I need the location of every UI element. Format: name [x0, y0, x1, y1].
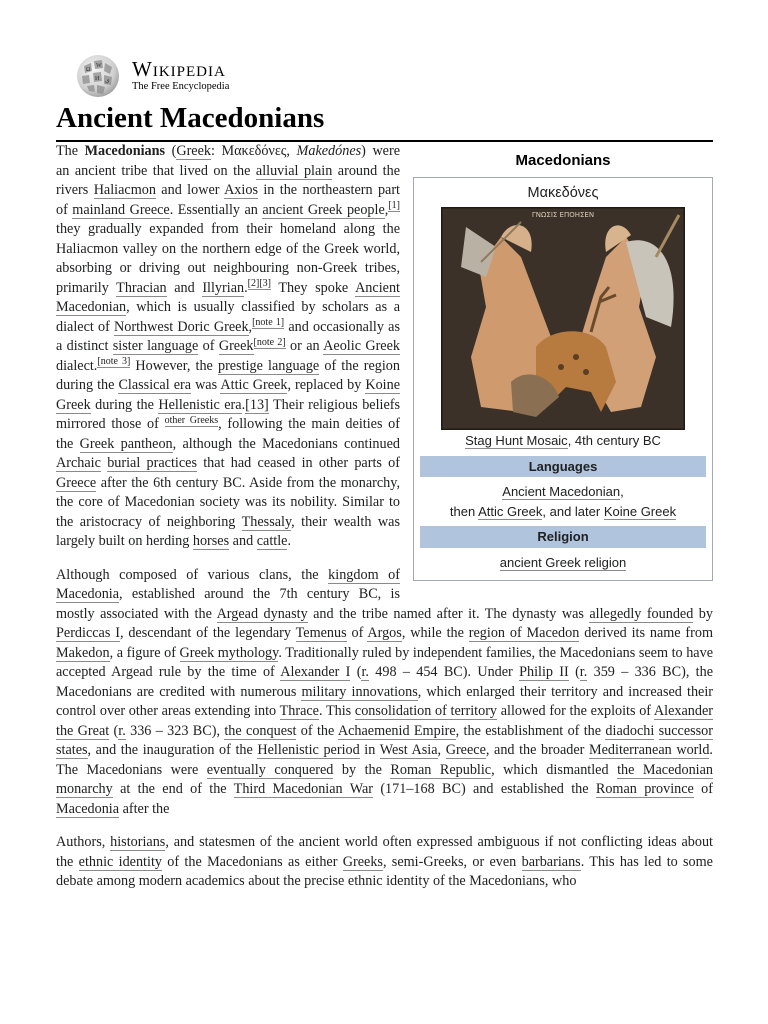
link[interactable]: Argos	[367, 625, 402, 642]
citation-link[interactable]: [2]	[247, 278, 260, 290]
link[interactable]: Greece	[56, 474, 97, 491]
link[interactable]: cattle	[256, 533, 288, 550]
text: (	[568, 664, 580, 681]
link[interactable]: burial practices	[107, 455, 197, 472]
languages-value	[420, 482, 706, 521]
religion-link[interactable]: ancient Greek religion	[499, 554, 627, 570]
link[interactable]: Thracian	[116, 279, 167, 296]
link[interactable]: Koine Greek	[56, 377, 401, 413]
link[interactable]: sister language	[112, 338, 199, 355]
text: The	[56, 143, 85, 160]
citation	[248, 278, 271, 290]
link[interactable]: Greece	[445, 742, 486, 759]
link[interactable]: Axios	[224, 182, 258, 199]
link[interactable]: [13]	[245, 396, 269, 413]
text: of	[198, 338, 219, 355]
text: and occasionally as a distinct	[56, 318, 400, 355]
text: , while the	[401, 625, 469, 642]
link[interactable]: Roman Republic	[390, 761, 492, 778]
text: . This	[318, 703, 355, 720]
text: of	[693, 781, 713, 798]
text: . Essentially an	[169, 201, 263, 218]
text: .	[287, 533, 291, 550]
link[interactable]: r.	[579, 664, 588, 681]
link[interactable]: the conquest	[224, 722, 297, 739]
text: . Traditionally ruled by independent families, the Macedonians seem to have accepted Argead rule by the time of	[56, 644, 713, 681]
text: derived its name from	[579, 625, 714, 642]
link[interactable]: Roman province	[595, 781, 694, 798]
text: 336 – 323 BC),	[125, 722, 225, 739]
link[interactable]: military innovations	[301, 683, 418, 700]
languages-header: Languages	[420, 456, 706, 478]
text: and the tribe named after it. The dynasty was	[307, 605, 590, 622]
text: of the region during the	[56, 357, 400, 394]
text: , their wealth was largely built on herding	[56, 513, 400, 550]
link[interactable]: the Macedonian monarchy	[56, 761, 714, 798]
link[interactable]: Thessaly	[241, 513, 292, 530]
text: (	[165, 143, 177, 160]
link[interactable]: successor states	[56, 722, 713, 759]
link[interactable]: Greek mythology	[179, 644, 279, 661]
text: , semi-Greeks, or even	[382, 853, 522, 870]
citation-link[interactable]: [1]	[388, 200, 400, 212]
text: , the establishment of the	[455, 722, 606, 739]
link[interactable]: Argead dynasty	[216, 605, 308, 622]
text: However, the	[130, 357, 218, 374]
stag-hunt-mosaic-image[interactable]	[441, 207, 685, 430]
link[interactable]: ethnic identity	[78, 853, 162, 870]
wikipedia-globe-icon[interactable]	[74, 54, 122, 98]
link[interactable]: Greeks	[342, 853, 383, 870]
link[interactable]: Attic Greek	[220, 377, 288, 394]
infobox-wrapper	[413, 142, 713, 581]
link[interactable]: Philip II	[519, 664, 569, 681]
svg-text:ي: ي	[105, 78, 110, 84]
link[interactable]: region of Macedon	[468, 625, 580, 642]
citation-link[interactable]: [3]	[259, 278, 271, 290]
infobox	[413, 177, 713, 582]
link[interactable]: Mediterranean world	[589, 742, 710, 759]
citation	[254, 337, 286, 349]
svg-text:Ω: Ω	[86, 67, 91, 73]
citation	[252, 317, 284, 329]
text: of the Macedonians as either	[161, 853, 343, 870]
text: and	[166, 279, 203, 296]
link[interactable]: Ancient Macedonian	[56, 279, 400, 316]
article-page	[56, 52, 713, 906]
link[interactable]: Thrace	[279, 703, 319, 720]
infobox-title: Macedonians	[515, 152, 611, 170]
citation	[165, 415, 219, 427]
link[interactable]: Temenus	[295, 625, 347, 642]
link[interactable]: Illyrian	[202, 279, 245, 296]
text: of	[346, 625, 368, 642]
text: and lower	[155, 182, 225, 199]
wikipedia-logo[interactable]	[74, 52, 713, 100]
text: , and the inauguration of the	[87, 742, 258, 759]
text: ) were an ancient tribe that lived on the	[56, 143, 401, 179]
text: they gradually expanded from their homeland along the Haliacmon valley on the northern edge of the Greek world, absorbing or driving out neighbouring non-Greek tribes, primarily	[56, 221, 400, 296]
link[interactable]: ancient Greek people	[262, 201, 385, 218]
text: , replaced by	[287, 377, 366, 394]
citation	[388, 200, 400, 212]
wordmark	[132, 59, 229, 93]
text: 498 – 454 BC). Under	[368, 664, 520, 681]
text: Although composed of various clans, the	[56, 566, 329, 583]
site-tagline: The Free Encyclopedia	[132, 81, 230, 93]
site-name: Wikipedia	[132, 57, 226, 82]
link[interactable]: kingdom of Macedonia	[56, 566, 400, 603]
text: ,	[620, 484, 624, 500]
language-link[interactable]: Ancient Macedonian	[502, 484, 621, 500]
text: (171–168 BC) and established the	[373, 781, 596, 798]
link[interactable]: eventually conquered	[206, 761, 334, 778]
religion-value	[420, 553, 706, 573]
paragraph-3	[56, 833, 713, 892]
text: in	[359, 742, 380, 759]
link[interactable]: Alexander I	[280, 664, 351, 681]
text: was	[191, 377, 221, 394]
text: (	[109, 722, 119, 739]
link[interactable]: Hellenistic period	[257, 742, 360, 759]
text: and	[229, 533, 257, 550]
text: , descendant of the legendary	[119, 625, 296, 642]
text: at the end of the	[112, 781, 234, 798]
citation-link[interactable]: [note 3]	[97, 356, 131, 368]
text: .	[244, 279, 248, 296]
language-link[interactable]: Attic Greek	[478, 503, 543, 519]
link[interactable]: historians	[110, 834, 166, 851]
link[interactable]: mainland Greece	[72, 201, 170, 218]
link[interactable]: Perdiccas I	[56, 625, 120, 642]
text: , which enlarged their territory and increased their control over other areas extending into	[56, 683, 713, 720]
text: . This has led to some debate among modern academics about the precise ethnic identity of the Macedonians, who	[56, 853, 713, 890]
svg-text:W: W	[96, 63, 102, 69]
text: after the 6th century BC. Aside from the monarchy, the core of Macedonian society was its nobility. Similar to the aristocracy of neighboring	[56, 474, 400, 530]
text: : Μακεδόνες,	[211, 143, 297, 160]
link[interactable]: diadochi	[605, 722, 655, 739]
text: , and later	[542, 503, 604, 519]
text: after the	[119, 800, 170, 817]
caption-text: , 4th century BC	[567, 433, 661, 449]
citation-link[interactable]: other Greeks	[164, 414, 219, 426]
text: , and the broader	[485, 742, 589, 759]
text: . The Macedonians were	[56, 742, 713, 778]
text: ,	[248, 318, 253, 335]
text: in the northeastern part of	[56, 182, 400, 218]
text: dialect.	[56, 357, 98, 374]
text: ,	[384, 201, 389, 218]
text: .	[241, 396, 246, 413]
text: that had ceased in other parts of	[196, 455, 400, 472]
text: , although the Macedonians continued	[172, 435, 400, 452]
link[interactable]: Alexander the Great	[56, 703, 714, 739]
link[interactable]: Haliacmon	[93, 182, 156, 199]
link[interactable]: horses	[192, 533, 230, 550]
italic-term: Makedónes	[296, 143, 362, 160]
page-title: Ancient Macedonians	[56, 100, 713, 142]
link[interactable]: Greek pantheon	[79, 435, 173, 452]
link[interactable]: West Asia	[379, 742, 438, 759]
link[interactable]: allegedly founded	[589, 605, 694, 622]
caption-link[interactable]: Stag Hunt Mosaic	[465, 433, 568, 449]
text: then	[449, 503, 479, 519]
language-link[interactable]: Koine Greek	[603, 503, 677, 519]
text: 359 – 336 BC), the Macedonians are credited with numerous	[56, 664, 714, 700]
text: ,	[437, 742, 446, 759]
religion-header: Religion	[420, 526, 706, 548]
paragraph-2	[56, 566, 713, 820]
link[interactable]: alluvial plain	[255, 162, 333, 179]
text: , following the main deities of the	[56, 416, 400, 452]
citation	[97, 356, 130, 368]
text: , established around the 7th century BC, is mostly associated with the	[56, 586, 400, 622]
text: , a figure of	[109, 644, 180, 661]
citation-link[interactable]: [note 2]	[253, 336, 286, 348]
link[interactable]: r.	[361, 664, 369, 681]
text: by	[693, 605, 713, 622]
text: They spoke	[270, 279, 356, 296]
link[interactable]: Classical era	[118, 377, 192, 394]
article-body	[56, 142, 713, 892]
text: , which is usually classified by scholars as a dialect of	[56, 299, 400, 335]
svg-text:И: И	[95, 76, 100, 82]
text: during the	[90, 396, 159, 413]
infobox-native-name: Μακεδόνες	[527, 184, 599, 201]
citation-link[interactable]: [note 1]	[252, 317, 285, 329]
link[interactable]: Hellenistic era	[158, 396, 242, 413]
text: by the	[333, 761, 391, 778]
link[interactable]: Greek	[218, 338, 254, 355]
text: of the	[296, 722, 338, 739]
link[interactable]: barbarians	[521, 853, 581, 870]
mosaic-inscription: ΓΝΩΣΙΣ ΕΠΟΗΣΕΝ	[531, 211, 595, 220]
link[interactable]: Northwest Doric Greek	[114, 318, 249, 335]
link[interactable]: Archaic	[56, 455, 101, 472]
link[interactable]: Greek	[176, 143, 211, 160]
link[interactable]: consolidation of territory	[354, 703, 498, 720]
text: , and statesmen of the ancient world often expressed ambiguous if not conflicting ideas about the	[56, 834, 713, 870]
text: allowed for the exploits of	[497, 703, 654, 720]
text: around the rivers	[56, 162, 401, 199]
link[interactable]: Aeolic Greek	[323, 338, 400, 355]
infobox-caption	[420, 431, 706, 451]
text: Authors,	[56, 834, 111, 851]
text: (	[350, 664, 362, 681]
link[interactable]: Third Macedonian War	[233, 781, 373, 798]
link[interactable]: r.	[118, 722, 126, 739]
text: or an	[285, 338, 324, 355]
text: Their religious beliefs mirrored those of	[56, 396, 401, 433]
bold-term: Macedonians	[84, 143, 166, 160]
link[interactable]: Macedonia	[56, 800, 120, 817]
link[interactable]: prestige language	[217, 357, 320, 374]
text: , which dismantled	[491, 761, 618, 778]
link[interactable]: Achaemenid Empire	[337, 722, 456, 739]
link[interactable]: Makedon	[56, 644, 110, 661]
text	[654, 723, 658, 739]
